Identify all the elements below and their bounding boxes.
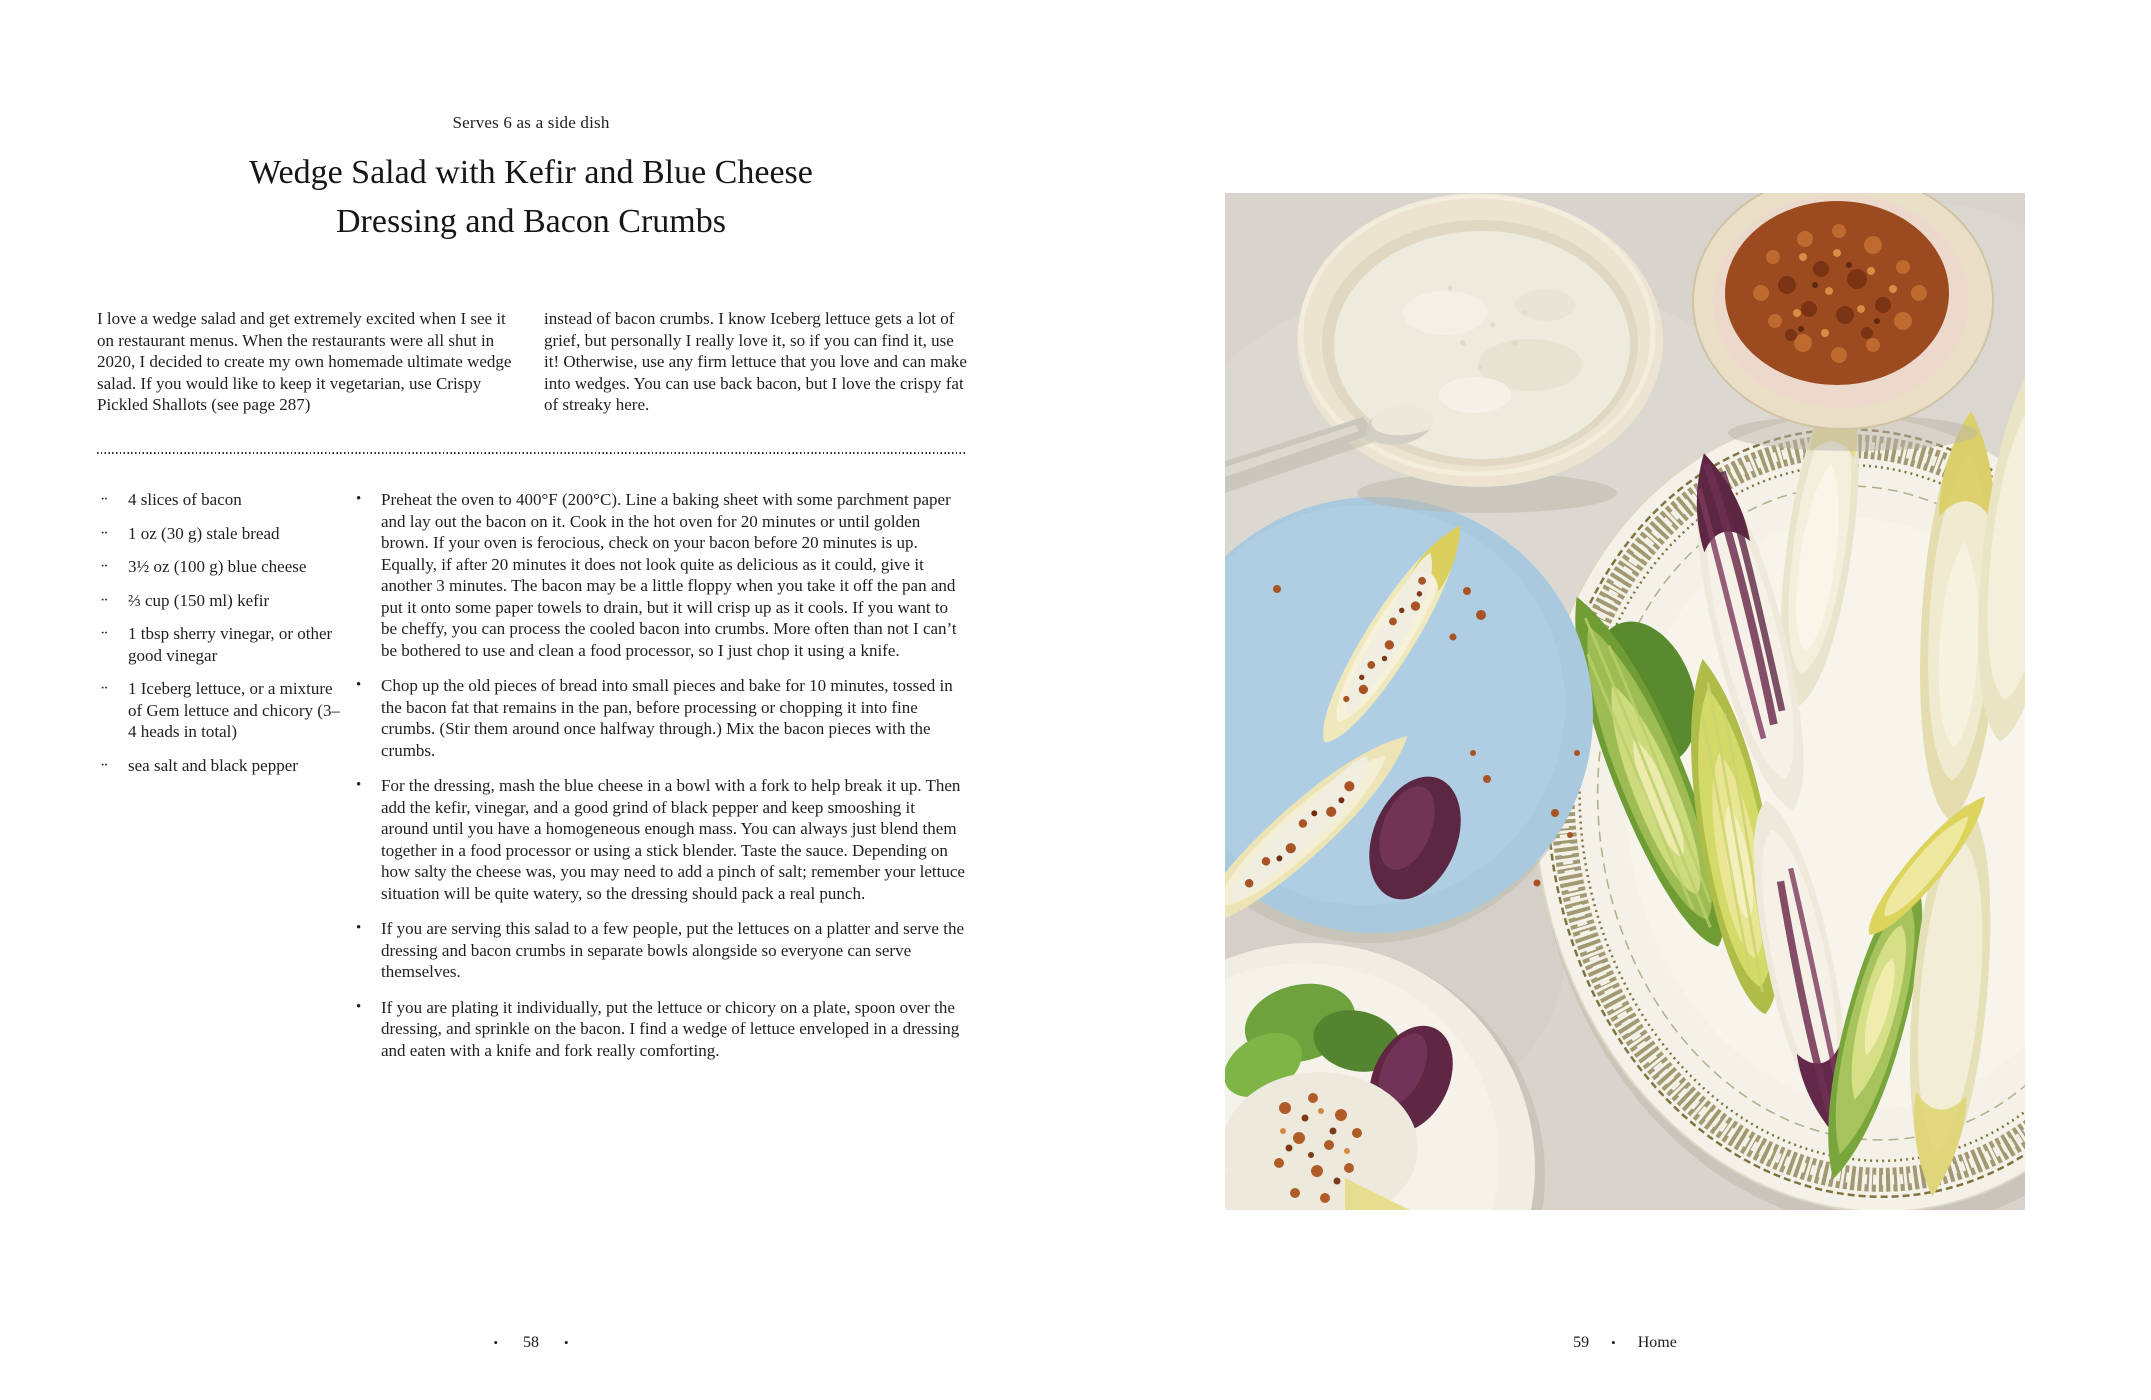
ingredient-bullet: ·· xyxy=(100,558,107,575)
recipe-title-line-1: Wedge Salad with Kefir and Blue Cheese xyxy=(249,154,813,191)
ingredient-text: 4 slices of bacon xyxy=(128,490,242,509)
ingredient-item xyxy=(100,678,340,743)
ingredient-item xyxy=(100,590,340,612)
footer-dot: • xyxy=(1611,1335,1616,1350)
method-text: Preheat the oven to 400°F (200°C). Line a baking sheet with some parchment paper and lay out the bacon on it. Cook in the hot oven for 20 minutes or until golden brown. If your oven is ferocious, check on your bacon before 20 minutes is up. Equally, if after 20 minutes it does not look quite as delicious as it could, give it another 3 minutes. The bacon may be a little floppy when you take it off the pan and put it onto some paper towels to drain, but it will crisp up as it cools. If you want to be cheffy, you can process the cooled bacon into crumbs. More often than not I can’t be bothered to use and clean a food processor, so I just chop it using a knife. xyxy=(381,490,957,660)
ingredient-bullet: ·· xyxy=(100,591,107,609)
method-list xyxy=(355,489,965,1075)
method-text: If you are plating it individually, put the lettuce or chicory on a plate, spoon over the dressing, and sprinkle on the bacon. I find a wedge of lettuce enveloped in a dressing and eaten with a knife and fork really comforting. xyxy=(381,997,960,1060)
method-bullet: • xyxy=(356,491,362,507)
recipe-title-line-2: Dressing and Bacon Crumbs xyxy=(335,203,726,240)
method-bullet: • xyxy=(356,677,362,693)
recipe-intro xyxy=(97,308,968,416)
ingredient-bullet: ·· xyxy=(100,680,107,697)
ingredients-list xyxy=(100,489,340,788)
recipe-title xyxy=(97,148,965,246)
page-number-right: 59 xyxy=(1573,1334,1590,1351)
footer-dot: • xyxy=(564,1335,569,1350)
method-text: If you are serving this salad to a few people, put the lettuces on a platter and serve the dressing and bacon crumbs in separate bowls alongside so everyone can serve themselves. xyxy=(381,919,964,981)
ingredient-bullet: ·· xyxy=(100,524,107,542)
ingredient-item xyxy=(100,623,340,666)
serves-note: Serves 6 as a side dish xyxy=(452,113,610,132)
method-step xyxy=(355,775,965,904)
method-step xyxy=(355,489,965,661)
ingredient-item xyxy=(100,489,340,511)
ingredient-bullet: ·· xyxy=(100,625,107,642)
footer-dot: • xyxy=(493,1335,498,1350)
ingredient-text: ⅔ cup (150 ml) kefir xyxy=(128,590,270,610)
dotted-divider xyxy=(97,452,965,455)
ingredient-bullet: ·· xyxy=(100,491,107,508)
page-footer-right xyxy=(1225,1334,2025,1352)
ingredient-text: 1 oz (30 g) stale bread xyxy=(128,523,280,543)
method-bullet: • xyxy=(356,920,362,936)
method-step xyxy=(355,997,965,1062)
method-bullet: • xyxy=(356,777,362,793)
intro-column-2: instead of bacon crumbs. I know Iceberg lettuce gets a lot of grief, but personally I really love it, so if you can find it, use it! Otherwise, use any firm lettuce that you love and can make into wedges. You can use back bacon, but I love the crispy fat of streaky here. xyxy=(544,309,967,414)
section-name: Home xyxy=(1637,1334,1677,1351)
method-bullet: • xyxy=(356,998,362,1015)
ingredient-item xyxy=(100,523,340,545)
ingredient-text: 1 Iceberg lettuce, or a mixture of Gem lettuce and chicory (3–4 heads in total) xyxy=(128,679,340,741)
ingredient-text: sea salt and black pepper xyxy=(128,755,298,775)
recipe-photo xyxy=(1225,193,2025,1210)
method-text: For the dressing, mash the blue cheese in a bowl with a fork to help break it up. Then add the kefir, vinegar, and a good grind of black pepper and keep smooshing it around until you have a homogeneous enough mass. You can always just blend them together in a food processor or using a stick blender. Taste the sauce. Depending on how salty the cheese was, you may need to add a pinch of salt; remember your lettuce situation will be quite watery, so the dressing should pack a real punch. xyxy=(381,776,965,903)
page-footer-left xyxy=(97,1334,965,1352)
method-step xyxy=(355,675,965,761)
ingredient-text: 1 tbsp sherry vinegar, or other good vinegar xyxy=(128,624,333,665)
method-step xyxy=(355,918,965,983)
ingredient-item xyxy=(100,755,340,777)
intro-column-1: I love a wedge salad and get extremely excited when I see it on restaurant menus. When the restaurants were all shut in 2020, I decided to create my own homemade ultimate wedge salad. If you would like to keep it vegetarian, use Crispy Pickled Shallots (see page 287) xyxy=(97,309,512,414)
ingredient-text: 3½ oz (100 g) blue cheese xyxy=(128,557,307,576)
page-number-left: 58 xyxy=(523,1334,539,1351)
ingredient-bullet: ·· xyxy=(100,756,107,774)
ingredient-item xyxy=(100,556,340,578)
method-text: Chop up the old pieces of bread into small pieces and bake for 10 minutes, tossed in the bacon fat that remains in the pan, before processing or chopping it into fine crumbs. (Stir them around once halfway through.) Mix the bacon pieces with the crumbs. xyxy=(381,676,953,760)
